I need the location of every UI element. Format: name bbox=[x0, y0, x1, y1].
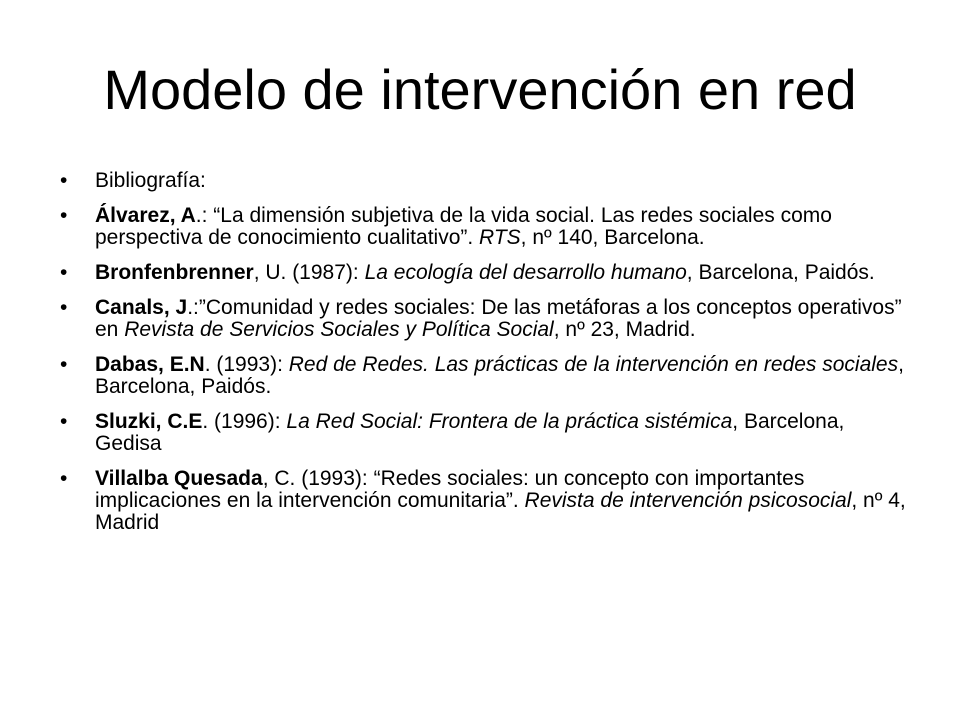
bullet-icon: • bbox=[60, 169, 68, 192]
publication-title: Revista de Servicios Sociales y Política Social bbox=[124, 318, 554, 341]
bibliography-item bbox=[60, 411, 910, 455]
bullet-icon: • bbox=[60, 467, 68, 490]
publication-title: La Red Social: Frontera de la práctica sistémica bbox=[286, 410, 733, 433]
author-name: Bronfenbrenner bbox=[95, 261, 254, 284]
publication-title: Red de Redes. Las prácticas de la intervención en redes sociales bbox=[288, 353, 899, 376]
bullet-icon: • bbox=[60, 296, 68, 319]
bibliography-item bbox=[60, 354, 910, 398]
publication-title: Revista de intervención psicosocial bbox=[524, 489, 852, 512]
slide-title: Modelo de intervención en red bbox=[103, 58, 857, 121]
author-name: Sluzki, C.E bbox=[95, 410, 203, 433]
citation-text: , nº 140, Barcelona. bbox=[520, 226, 705, 249]
bibliography-item bbox=[60, 297, 910, 341]
bullet-icon: • bbox=[60, 410, 68, 433]
citation-text: , Barcelona, Paidós. bbox=[95, 353, 904, 398]
bibliography-item bbox=[60, 205, 910, 249]
publication-title: La ecología del desarrollo humano bbox=[364, 261, 687, 284]
bullet-icon: • bbox=[60, 353, 68, 376]
citation-text: , U. (1987): bbox=[253, 261, 365, 284]
citation-text: Bibliografía: bbox=[95, 169, 206, 192]
bibliography-item bbox=[60, 468, 910, 534]
bullet-icon: • bbox=[60, 261, 68, 284]
citation-text: . (1993): bbox=[204, 353, 289, 376]
citation-text: , C. (1993): “Redes sociales: un concepto con importantes implicaciones en la intervención comunitaria”. bbox=[95, 467, 805, 512]
author-name: Villalba Quesada bbox=[95, 467, 263, 490]
author-name: Álvarez, A bbox=[95, 204, 196, 227]
bibliography-item bbox=[60, 170, 910, 192]
bullet-icon: • bbox=[60, 204, 68, 227]
citation-text: .:”Comunidad y redes sociales: De las metáforas a los conceptos operativos” en bbox=[95, 296, 902, 341]
author-name: Dabas, E.N bbox=[95, 353, 205, 376]
citation-text: , nº 23, Madrid. bbox=[553, 318, 696, 341]
publication-title: RTS bbox=[479, 226, 521, 249]
bibliography-list bbox=[60, 170, 910, 547]
citation-text: , Barcelona, Paidós. bbox=[686, 261, 875, 284]
citation-text: .: “La dimensión subjetiva de la vida social. Las redes sociales como perspectiva de conocimiento cualitativo”. bbox=[95, 204, 832, 249]
bibliography-item bbox=[60, 262, 910, 284]
author-name: Canals, J bbox=[95, 296, 188, 319]
citation-text: . (1996): bbox=[202, 410, 287, 433]
citation-text: , Barcelona, Gedisa bbox=[95, 410, 845, 455]
citation-text: , nº 4, Madrid bbox=[95, 489, 906, 534]
